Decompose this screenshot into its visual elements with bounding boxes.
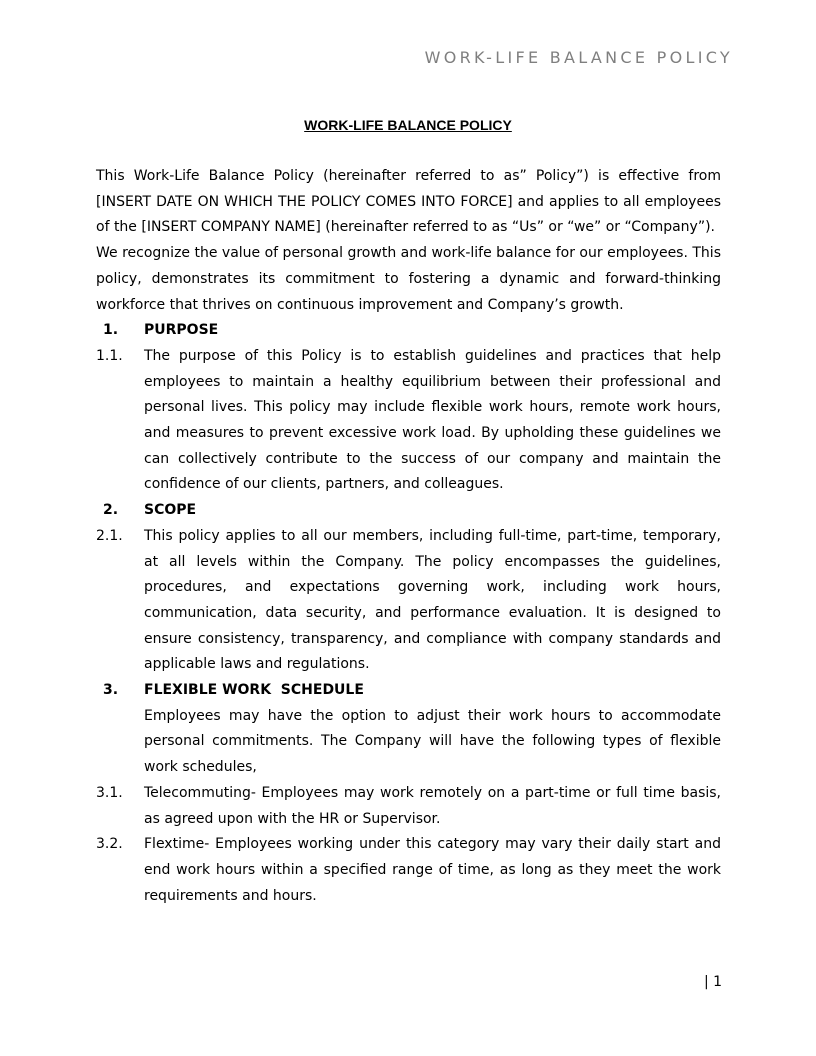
page-number: | 1 — [704, 974, 723, 990]
section-heading-label: PURPOSE — [144, 322, 219, 339]
clause-text: Flextime- Employees working under this category may vary their daily start and end work hours within a specified range of time, as long as they meet the work requirements and hours. — [144, 836, 721, 904]
running-header-title: WORK-LIFE BALANCE POLICY — [424, 48, 733, 67]
intro-paragraph-2: We recognize the value of personal growth and work-life balance for our employees. This policy, demonstrates its commitment to fostering a dynamic and forward-thinking workforce that thrives on continuous improvement and Company’s growth. — [96, 245, 721, 313]
section-heading-scope — [96, 498, 721, 524]
section-intro-paragraph: Employees may have the option to adjust their work hours to accommodate personal commitments. The Company will have the following types of flexible work schedules, — [144, 707, 721, 776]
clause-number: 3.2. — [96, 836, 123, 853]
clause-number: 3.1. — [96, 784, 123, 801]
section-heading-flexible-work-schedule — [96, 678, 721, 704]
intro-paragraph-1: This Work-Life Balance Policy (hereinafter referred to as” Policy”) is effective from [INSERT DATE ON WHICH THE POLICY COMES INTO FORCE] and applies to all employees of the [INSERT COMPANY NAME] (hereinafter referred to as “Us” or “we” or “Company”). — [96, 168, 721, 236]
clause-text: The purpose of this Policy is to establish guidelines and practices that help employees to maintain a healthy equilibrium between their professional and personal lives. This policy may include flexible work hours, remote work hours, and measures to prevent excessive work load. By upholding these guidelines we can collectively contribute to the success of our company and maintain the confidence of our clients, partners, and colleagues. — [144, 347, 721, 493]
section-number: 1. — [103, 322, 119, 339]
clause-number: 2.1. — [96, 527, 123, 544]
section-heading-purpose — [96, 318, 721, 344]
clause-number: 1.1. — [96, 347, 123, 364]
clause-2-1 — [96, 524, 721, 678]
clause-text: Telecommuting- Employees may work remotely on a part-time or full time basis, as agreed upon with the HR or Supervisor. — [144, 784, 721, 827]
clause-3-2 — [96, 832, 721, 909]
section-heading-label: FLEXIBLE WORK SCHEDULE — [144, 682, 364, 699]
document-body — [96, 164, 721, 909]
document-title: WORK-LIFE BALANCE POLICY — [304, 117, 512, 133]
clause-text: This policy applies to all our members, including full-time, part-time, temporary, at all levels within the Company. The policy encompasses the guidelines, procedures, and expectations governing work, including work hours, communication, data security, and performance evaluation. It is designed to ensure consistency, transparency, and compliance with company standards and applicable laws and regulations. — [144, 527, 721, 673]
section-heading-label: SCOPE — [144, 502, 197, 519]
clause-3-1 — [96, 781, 721, 832]
section-number: 3. — [103, 682, 119, 699]
clause-1-1 — [96, 344, 721, 498]
section-number: 2. — [103, 502, 119, 519]
